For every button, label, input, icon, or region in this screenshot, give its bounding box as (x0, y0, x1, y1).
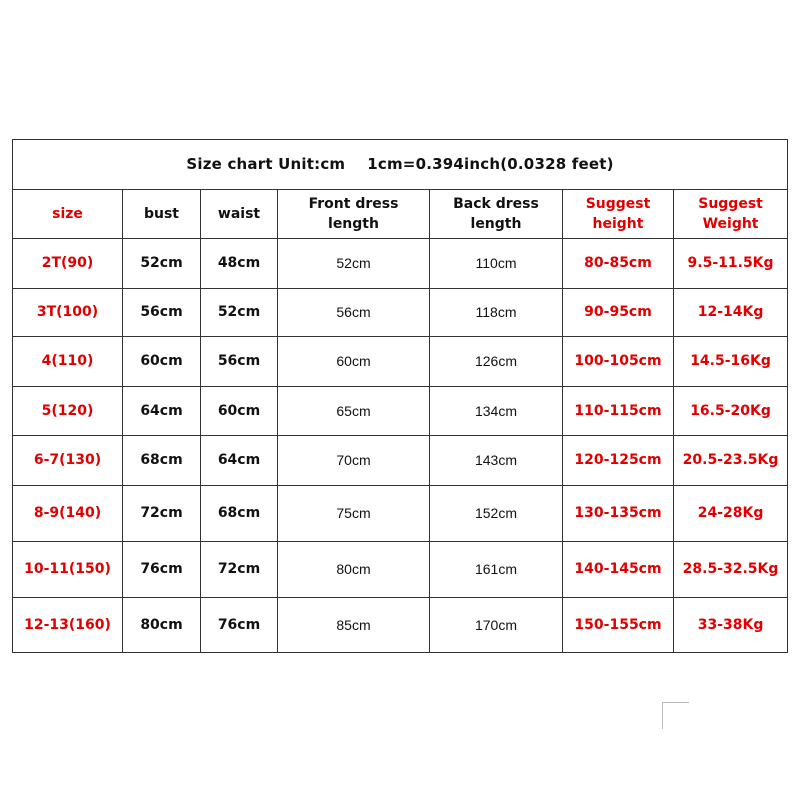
cell-back-length: 134cm (430, 387, 563, 436)
cell-suggest-weight: 28.5-32.5Kg (674, 542, 788, 598)
header-front-line1: Front dress (308, 195, 399, 212)
cell-suggest-weight: 12-14Kg (674, 289, 788, 337)
table-row (13, 598, 788, 653)
cell-size: 3T(100) (13, 289, 123, 337)
cell-suggest-height: 130-135cm (563, 486, 674, 542)
cell-front-length: 56cm (278, 289, 430, 337)
cell-suggest-height: 140-145cm (563, 542, 674, 598)
cell-waist: 56cm (201, 337, 278, 387)
cell-bust: 52cm (123, 239, 201, 289)
cell-waist: 76cm (201, 598, 278, 653)
cell-suggest-weight: 16.5-20Kg (674, 387, 788, 436)
cell-size: 10-11(150) (13, 542, 123, 598)
size-chart-table (12, 139, 788, 653)
header-height-line1: Suggest (585, 195, 651, 212)
title-conversion-text: 1cm=0.394inch(0.0328 feet) (367, 154, 614, 173)
cell-front-length: 80cm (278, 542, 430, 598)
cell-waist: 48cm (201, 239, 278, 289)
cell-size: 8-9(140) (13, 486, 123, 542)
cell-front-length: 70cm (278, 436, 430, 486)
cell-bust: 56cm (123, 289, 201, 337)
cell-front-length: 85cm (278, 598, 430, 653)
cell-back-length: 152cm (430, 486, 563, 542)
header-height-line2: height (592, 216, 644, 232)
cell-front-length: 75cm (278, 486, 430, 542)
cell-bust: 76cm (123, 542, 201, 598)
header-weight-line2: Weight (702, 216, 759, 232)
cell-back-length: 118cm (430, 289, 563, 337)
header-weight-line1: Suggest (698, 195, 763, 212)
header-suggest-weight (674, 190, 788, 239)
cell-front-length: 52cm (278, 239, 430, 289)
cell-suggest-weight: 14.5-16Kg (674, 337, 788, 387)
cell-back-length: 143cm (430, 436, 563, 486)
header-size: size (13, 190, 123, 239)
header-back-line2: length (470, 216, 522, 232)
cell-suggest-height: 80-85cm (563, 239, 674, 289)
table-row (13, 542, 788, 598)
cell-suggest-height: 90-95cm (563, 289, 674, 337)
title-unit-text: Size chart Unit:cm (186, 154, 346, 173)
cell-bust: 68cm (123, 436, 201, 486)
cell-suggest-height: 150-155cm (563, 598, 674, 653)
cell-back-length: 170cm (430, 598, 563, 653)
cell-size: 4(110) (13, 337, 123, 387)
cell-bust: 80cm (123, 598, 201, 653)
cell-bust: 60cm (123, 337, 201, 387)
cell-waist: 60cm (201, 387, 278, 436)
header-front-line2: length (328, 216, 379, 232)
header-row (13, 190, 788, 239)
table-row (13, 239, 788, 289)
cell-suggest-height: 100-105cm (563, 337, 674, 387)
size-chart-title (13, 140, 788, 190)
cell-size: 6-7(130) (13, 436, 123, 486)
cell-suggest-weight: 20.5-23.5Kg (674, 436, 788, 486)
table-row (13, 289, 788, 337)
cell-back-length: 126cm (430, 337, 563, 387)
cell-front-length: 60cm (278, 337, 430, 387)
cell-suggest-height: 120-125cm (563, 436, 674, 486)
header-waist: waist (201, 190, 278, 239)
cell-bust: 72cm (123, 486, 201, 542)
header-suggest-height (563, 190, 674, 239)
cell-suggest-weight: 33-38Kg (674, 598, 788, 653)
cell-size: 12-13(160) (13, 598, 123, 653)
table-row (13, 387, 788, 436)
table-row (13, 486, 788, 542)
table-row (13, 337, 788, 387)
cell-waist: 72cm (201, 542, 278, 598)
corner-crop-mark (662, 702, 689, 729)
header-front-dress-length (278, 190, 430, 239)
cell-suggest-weight: 24-28Kg (674, 486, 788, 542)
table-row (13, 436, 788, 486)
cell-suggest-weight: 9.5-11.5Kg (674, 239, 788, 289)
header-back-line1: Back dress (453, 195, 539, 212)
cell-back-length: 110cm (430, 239, 563, 289)
header-back-dress-length (430, 190, 563, 239)
cell-front-length: 65cm (278, 387, 430, 436)
cell-waist: 68cm (201, 486, 278, 542)
cell-waist: 52cm (201, 289, 278, 337)
cell-bust: 64cm (123, 387, 201, 436)
cell-suggest-height: 110-115cm (563, 387, 674, 436)
cell-waist: 64cm (201, 436, 278, 486)
cell-size: 5(120) (13, 387, 123, 436)
cell-size: 2T(90) (13, 239, 123, 289)
cell-back-length: 161cm (430, 542, 563, 598)
header-bust: bust (123, 190, 201, 239)
